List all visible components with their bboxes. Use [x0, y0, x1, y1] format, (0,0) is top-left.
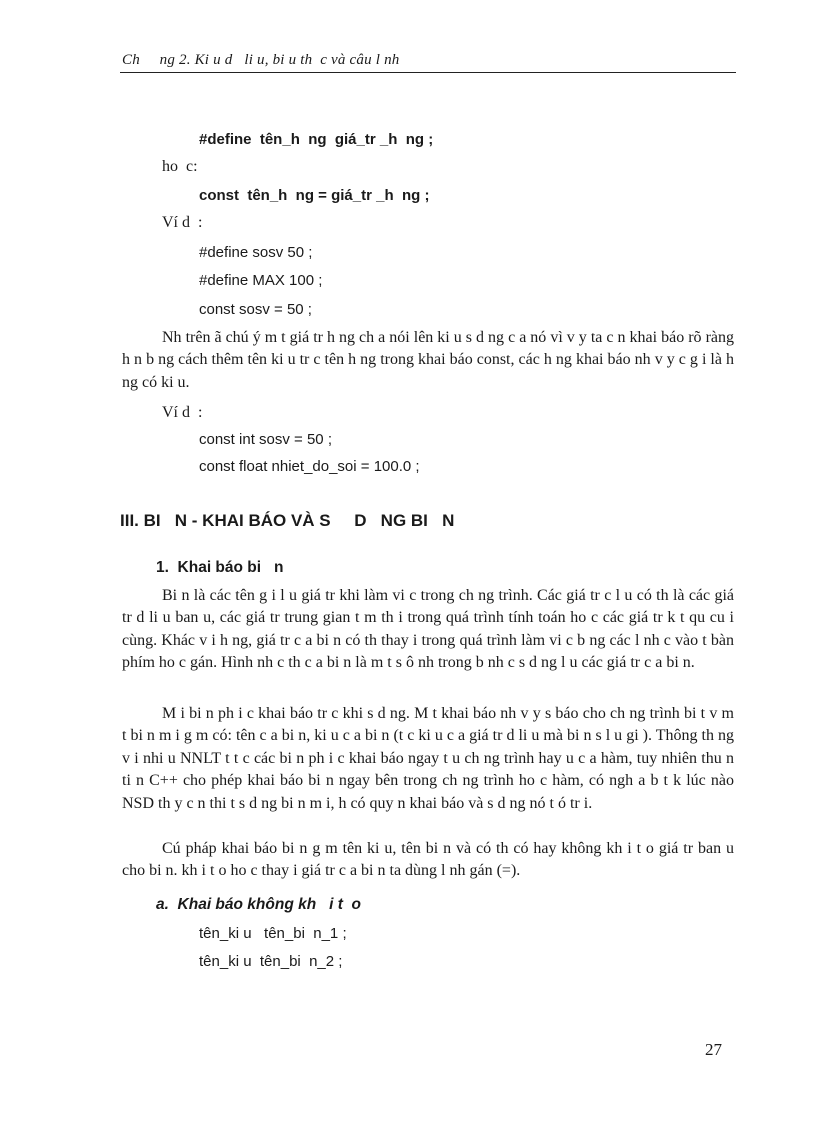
define-syntax: #define tên_h ng giá_tr _h ng ;	[199, 131, 434, 148]
example-line: #define MAX 100 ;	[199, 272, 323, 289]
paragraph-syntax: Cú pháp khai báo bi n g m tên ki u, tên bi n và có th có hay không kh i t o giá tr ban u cho bi n. kh i t o ho c thay i giá tr c a bi n ta dùng l nh gán (=).	[122, 840, 734, 880]
page-number: 27	[705, 1040, 722, 1059]
declaration-line: tên_ki u tên_bi n_2 ;	[199, 953, 343, 970]
example-line: #define sosv 50 ;	[199, 244, 313, 261]
example-label-1: Ví d :	[162, 214, 203, 231]
const-syntax: const tên_h ng = giá_tr _h ng ;	[199, 187, 430, 204]
section-heading: III. BI N - KHAI BÁO VÀ S D NG BI N	[120, 511, 455, 530]
declaration-line: tên_ki u tên_bi n_1 ;	[199, 925, 347, 942]
example-label-2: Ví d :	[162, 404, 203, 421]
example-line: const float nhiet_do_soi = 100.0 ;	[199, 458, 420, 475]
paragraph-declaration: M i bi n ph i c khai báo tr c khi s d ng. M t khai báo nh v y s báo cho ch ng trình bi t v m t bi n m i g m có: tên c a bi n, ki u c a bi n (t c ki u c a giá tr d li u mà bi n s l u gi ). Thông th ng v i nhi u NNLT t t c các bi n ph i c khai báo ngay t u ch ng trình hay u c a hàm, tuy nhiên thu n ti n C++ cho phép khai báo bi n ngay bên trong ch ng trình ho c hàm, có ngh a b t k lúc nào NSD th y c n thi t s d ng bi n m i, h có quy n khai báo và s d ng nó t ó tr i.	[122, 705, 734, 812]
paragraph-variables: Bi n là các tên g i l u giá tr khi làm vi c trong ch ng trình. Các giá tr c l u có th là các giá tr d li u ban u, các giá tr trung gian t m th i trong quá trình tính toán ho c các giá tr k t qu cu i cùng. Khác v i h ng, giá tr c a bi n có th thay i trong quá trình làm vi c b ng các l nh c vào t bàn phím ho c gán. Hình nh c th c a bi n là m t s ô nh trong b nh c s d ng l u các giá tr c a bi n.	[122, 587, 734, 672]
subsection-heading: 1. Khai báo bi n	[156, 559, 284, 576]
paragraph-typed-constants: Nh trên ã chú ý m t giá tr h ng ch a nói lên ki u s d ng c a nó vì v y ta c n khai báo rõ ràng h n b ng cách thêm tên ki u tr c tên h ng trong khai báo const, các h ng khai báo nh v y c g i là h ng có ki u.	[122, 329, 734, 391]
example-line: const sosv = 50 ;	[199, 301, 312, 318]
subsection-heading-a: a. Khai báo không kh i t o	[156, 896, 361, 913]
running-header: Ch ng 2. Ki u d li u, bi u th c và câu l nh	[122, 52, 400, 68]
header-rule	[120, 72, 736, 73]
or-label: ho c:	[162, 158, 198, 175]
example-line: const int sosv = 50 ;	[199, 431, 332, 448]
